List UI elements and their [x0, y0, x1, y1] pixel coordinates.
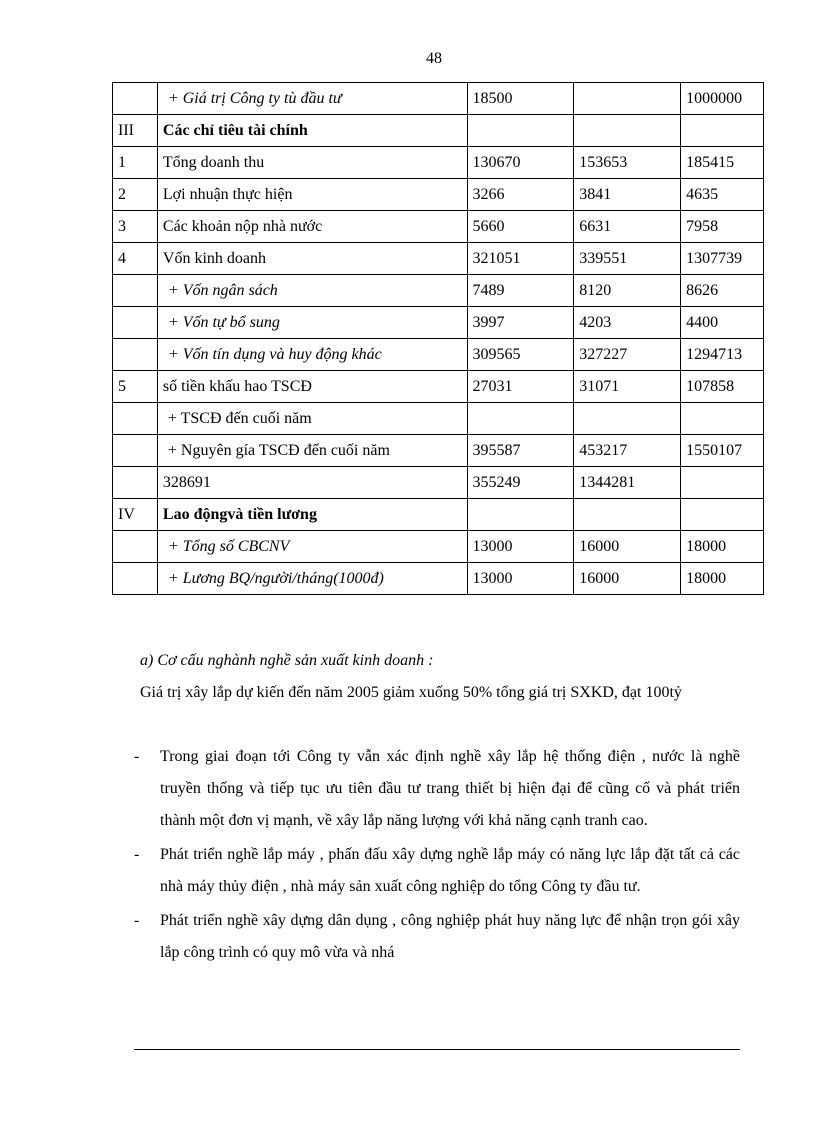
row-label-cell: + Vốn tín dụng và huy động khác [157, 339, 467, 371]
bullet-item [134, 905, 740, 969]
value-col2-cell: 16000 [574, 563, 681, 595]
row-number-cell [113, 531, 158, 563]
row-label-cell: + Tổng số CBCNV [157, 531, 467, 563]
value-col3-cell [681, 467, 764, 499]
bullet-text: Trong giai đoạn tới Công ty vẫn xác định nghề xây lắp hệ thống điện , nước là nghề truyền thống và tiếp tục ưu tiên đầu tư trang thiết bị hiện đại để cũng cố và phát triển thành một đơn vị mạnh, về xây lắp năng lượng với khả năng cạnh tranh cao. [160, 748, 740, 829]
value-col1-cell [467, 403, 574, 435]
section-a-paragraph: Giá trị xây lắp dự kiến đến năm 2005 giảm xuống 50% tổng giá trị SXKD, đạt 100tỷ [140, 684, 682, 701]
table-row [113, 307, 764, 339]
value-col3-cell: 1307739 [681, 243, 764, 275]
row-number-cell: 3 [113, 211, 158, 243]
row-number-cell: 4 [113, 243, 158, 275]
value-col2-cell: 31071 [574, 371, 681, 403]
row-number-cell [113, 307, 158, 339]
value-col3-cell: 1000000 [681, 83, 764, 115]
value-col3-cell: 4400 [681, 307, 764, 339]
footer-rule [134, 1049, 740, 1050]
value-col3-cell: 8626 [681, 275, 764, 307]
value-col1-cell: 27031 [467, 371, 574, 403]
value-col3-cell: 18000 [681, 531, 764, 563]
table-row [113, 83, 764, 115]
row-label-cell: + Vốn ngân sách [157, 275, 467, 307]
value-col1-cell: 13000 [467, 563, 574, 595]
value-col1-cell: 309565 [467, 339, 574, 371]
row-number-cell: III [113, 115, 158, 147]
table-row [113, 371, 764, 403]
row-number-cell [113, 275, 158, 307]
table-row [113, 115, 764, 147]
value-col3-cell: 185415 [681, 147, 764, 179]
row-label-cell: Tổng doanh thu [157, 147, 467, 179]
value-col2-cell: 453217 [574, 435, 681, 467]
bullet-item [134, 839, 740, 903]
value-col1-cell: 3266 [467, 179, 574, 211]
row-number-cell [113, 435, 158, 467]
row-label-cell: Các chỉ tiêu tài chính [157, 115, 467, 147]
row-number-cell: 1 [113, 147, 158, 179]
row-label-cell: 328691 [157, 467, 467, 499]
value-col2-cell: 339551 [574, 243, 681, 275]
value-col1-cell: 5660 [467, 211, 574, 243]
value-col3-cell: 7958 [681, 211, 764, 243]
value-col2-cell [574, 499, 681, 531]
row-label-cell: Vốn kinh doanh [157, 243, 467, 275]
value-col2-cell: 153653 [574, 147, 681, 179]
table-row [113, 275, 764, 307]
table-body [113, 83, 764, 595]
value-col2-cell: 327227 [574, 339, 681, 371]
table-row [113, 531, 764, 563]
bullet-text: Phát triển nghề lắp máy , phấn đấu xây dựng nghề lắp máy có năng lực lắp đặt tất cả các nhà máy thủy điện , nhà máy sản xuất công nghiệp do tổng Công ty đầu tư. [160, 846, 740, 895]
bullet-dash: - [134, 912, 140, 929]
table-row [113, 339, 764, 371]
page-number-text: 48 [426, 50, 442, 67]
value-col2-cell: 3841 [574, 179, 681, 211]
value-col3-cell: 1550107 [681, 435, 764, 467]
row-label-cell: Lao độngvà tiền lương [157, 499, 467, 531]
value-col3-cell [681, 115, 764, 147]
value-col2-cell [574, 403, 681, 435]
value-col3-cell [681, 499, 764, 531]
row-label-cell: + Nguyên gía TSCĐ đến cuối năm [157, 435, 467, 467]
value-col3-cell: 4635 [681, 179, 764, 211]
value-col2-cell: 1344281 [574, 467, 681, 499]
value-col3-cell: 107858 [681, 371, 764, 403]
value-col1-cell: 18500 [467, 83, 574, 115]
value-col1-cell [467, 115, 574, 147]
row-number-cell [113, 467, 158, 499]
row-number-cell [113, 339, 158, 371]
value-col1-cell: 355249 [467, 467, 574, 499]
row-number-cell: IV [113, 499, 158, 531]
value-col1-cell: 321051 [467, 243, 574, 275]
value-col3-cell [681, 403, 764, 435]
table-row [113, 211, 764, 243]
table-row [113, 243, 764, 275]
table-row [113, 179, 764, 211]
row-label-cell: + Giá trị Công ty tù đầu tư [157, 83, 467, 115]
bullet-dash: - [134, 748, 140, 765]
row-label-cell: Các khoản nộp nhà nước [157, 211, 467, 243]
bullet-text: Phát triển nghề xây dựng dân dụng , công nghiệp phát huy năng lực để nhận trọn gói xây lắp công trình có quy mô vừa và nhá [160, 912, 740, 961]
value-col2-cell: 6631 [574, 211, 681, 243]
table-row [113, 563, 764, 595]
bullet-list [134, 741, 740, 971]
value-col1-cell: 395587 [467, 435, 574, 467]
bullet-item [134, 741, 740, 837]
row-number-cell [113, 83, 158, 115]
value-col1-cell: 7489 [467, 275, 574, 307]
row-number-cell [113, 563, 158, 595]
table-row [113, 499, 764, 531]
table-row [113, 403, 764, 435]
table-row [113, 147, 764, 179]
row-number-cell: 2 [113, 179, 158, 211]
value-col2-cell: 16000 [574, 531, 681, 563]
value-col1-cell [467, 499, 574, 531]
section-a-heading: a) Cơ cấu nghành nghề sản xuất kinh doanh : [140, 652, 434, 669]
value-col2-cell [574, 115, 681, 147]
row-label-cell: + Vốn tự bổ sung [157, 307, 467, 339]
row-label-cell: Lợi nhuận thực hiện [157, 179, 467, 211]
row-number-cell [113, 403, 158, 435]
value-col3-cell: 18000 [681, 563, 764, 595]
row-label-cell: + Lương BQ/người/tháng(1000đ) [157, 563, 467, 595]
row-number-cell: 5 [113, 371, 158, 403]
financial-indicators-table [112, 82, 764, 595]
value-col1-cell: 130670 [467, 147, 574, 179]
row-label-cell: + TSCĐ đến cuối năm [157, 403, 467, 435]
value-col2-cell [574, 83, 681, 115]
table-row [113, 467, 764, 499]
value-col1-cell: 13000 [467, 531, 574, 563]
value-col3-cell: 1294713 [681, 339, 764, 371]
table-row [113, 435, 764, 467]
page-number [20, 50, 816, 68]
value-col1-cell: 3997 [467, 307, 574, 339]
row-label-cell: số tiền khấu hao TSCĐ [157, 371, 467, 403]
value-col2-cell: 8120 [574, 275, 681, 307]
value-col2-cell: 4203 [574, 307, 681, 339]
bullet-dash: - [134, 846, 140, 863]
